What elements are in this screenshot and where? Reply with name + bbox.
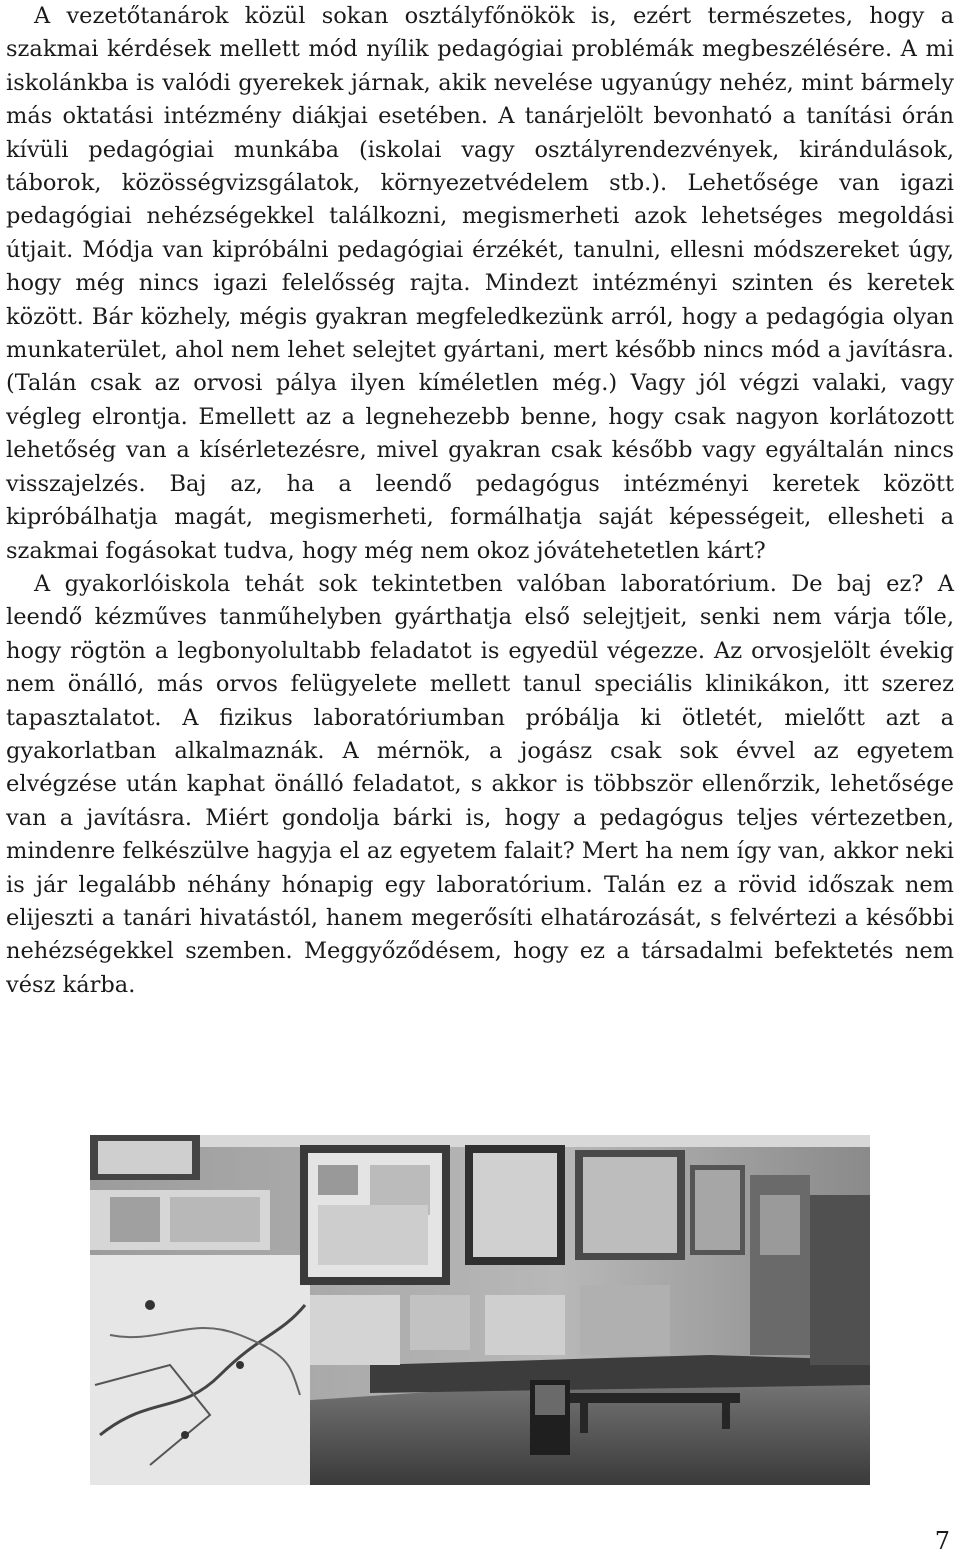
school-corridor-photo-icon [90,1135,870,1485]
paragraph: A gyakorlóiskola tehát sok tekintetben valóban laboratórium. De baj ez? A leendő kézműves tanműhelyben gyárthatja első selejtjeit, senki nem várja tőle, hogy rögtön a legbonyolultabb feladatot is egyedül végezze. Az orvosjelölt évekig nem önálló, más orvos felügyelete mellett tanul speciális klinikákon, itt szerez tapasztalatot. A fizikus laboratóriumban próbálja ki ötletét, mielőtt azt a gyakorlatban alkalmaznák. A mérnök, a jogász csak sok évvel az egyetem elvégzése után kaphat önálló feladatot, s akkor is többször ellenőrzik, lehetősége van a javításra. Miért gondolja bárki is, hogy a pedagógus teljes vértezetben, mindenre felkészülve hagyja el az egyetem falait? Mert ha nem így van, akkor neki is jár legalább néhány hónapig egy laboratórium. Talán ez a rövid időszak nem elijeszti a tanári hivatástól, hanem megerősíti elhatározását, s felvértezi a későbbi nehézségekkel szemben. Meggyőződésem, hogy ez a társadalmi befektetés nem vész kárba. [6,570,954,998]
paragraph: A vezetőtanárok közül sokan osztályfőnökök is, ezért természetes, hogy a szakmai kérdések mellett mód nyílik pedagógiai problémák megbeszélésére. A mi iskolánkba is valódi gyerekek járnak, akik nevelése ugyanúgy nehéz, mint bármely más oktatási intézmény diákjai esetében. A tanárjelölt bevonható a tanítási órán kívüli pedagógiai munkába (iskolai vagy osztályrendezvények, kirándulások, táborok, közösségvizsgálatok, környezetvédelem stb.). Lehetősége van igazi pedagógiai nehézségekkel találkozni, megismerheti azok lehetséges megoldási útjait. Módja van kipróbálni pedagógiai érzékét, tanulni, ellesni módszereket úgy, hogy még nincs igazi felelősség rajta. Mindezt intézményi szinten és keretek között. Bár közhely, mégis gyakran megfeledkezünk arról, hogy a pedagógia olyan munkaterület, ahol nem lehet selejtet gyártani, mert később nincs mód a javításra. (Talán csak az orvosi pálya ilyen kíméletlen még.) Vagy jól végzi valaki, vagy végleg elrontja. Emellett az a legnehezebb benne, hogy csak nagyon korlátozott lehetőség van a kísérletezésre, mivel gyakran csak később vagy egyáltalán nincs visszajelzés. Baj az, ha a leendő pedagógus intézményi keretek között kipróbálhatja magát, megismerheti, formálhatja saját képességeit, ellesheti a szakmai fogásokat tudva, hogy még nem okoz jóvátehetetlen kárt? [6,3,954,564]
body-text [6,0,954,1002]
corridor-photo [90,1135,870,1485]
page-number: 7 [934,1527,950,1555]
